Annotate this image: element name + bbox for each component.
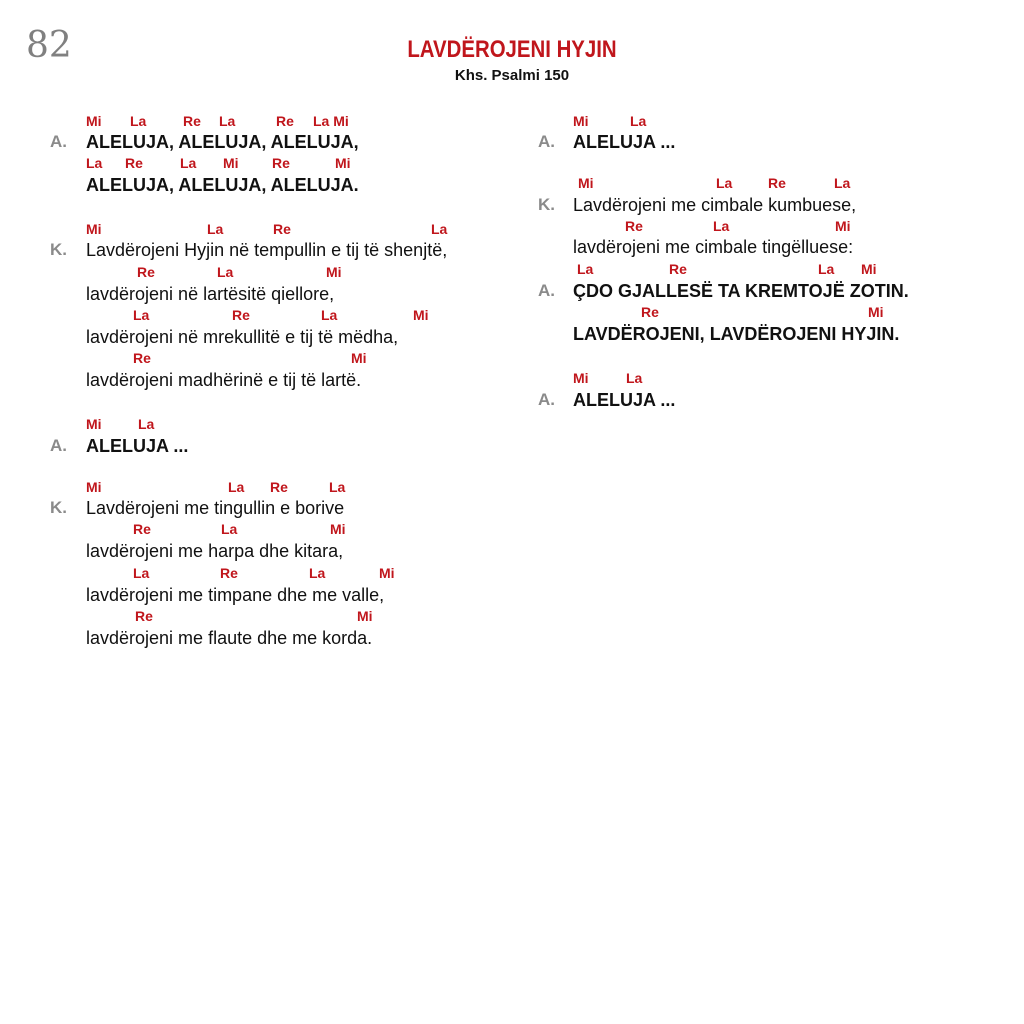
chord: Mi [223, 155, 239, 171]
chord: La [818, 261, 835, 277]
lyric-line: Lavdërojeni me cimbale kumbuese, [573, 195, 857, 215]
chord: La [180, 155, 197, 171]
chord: Mi [351, 350, 367, 366]
lyric-line: Lavdërojeni me tingullin e borive [86, 498, 345, 518]
lyric-line: LAVDËROJENI, LAVDËROJENI HYJIN. [573, 324, 900, 344]
chord: Re [133, 521, 151, 537]
lyric-line: lavdërojeni me flaute dhe me korda. [86, 628, 373, 648]
section-label-alleluia: A. [538, 390, 555, 409]
chord: Re [625, 218, 643, 234]
chord: La [219, 113, 236, 129]
lyric-line: ÇDO GJALLESË TA KREMTOJË ZOTIN. [573, 281, 909, 301]
section-label-alleluia: A. [538, 132, 555, 151]
lyric-line: lavdërojeni në mrekullitë e tij të mëdha, [86, 327, 399, 347]
chord: La [630, 113, 647, 129]
section-label-verse: K. [50, 498, 67, 517]
lyric-line: ALELUJA ... [573, 132, 676, 152]
chord: Re [232, 307, 250, 323]
chord: Mi [379, 565, 395, 581]
chord: La [133, 307, 150, 323]
page-subtitle: Khs. Psalmi 150 [454, 67, 570, 84]
chord: Mi [573, 370, 589, 386]
chord: Mi [86, 479, 102, 495]
lyric-line: lavdërojeni me timpane dhe me valle, [86, 585, 385, 605]
chord: Mi [868, 304, 884, 320]
page-number: 82 [26, 25, 72, 66]
chord: Mi [413, 307, 429, 323]
chord: Mi [835, 218, 851, 234]
lyric-line: ALELUJA, ALELUJA, ALELUJA. [86, 175, 359, 195]
chord: La [217, 264, 234, 280]
chord: Re [641, 304, 659, 320]
chord: La [130, 113, 147, 129]
chord: Re [135, 608, 153, 624]
lyric-line: ALELUJA, ALELUJA, ALELUJA, [86, 132, 359, 152]
chord: La [86, 155, 103, 171]
chord: La [228, 479, 245, 495]
lyric-line: lavdërojeni madhërinë e tij të lartë. [86, 370, 362, 390]
chord: Re [669, 261, 687, 277]
chord: Re [270, 479, 288, 495]
chord: La [133, 565, 150, 581]
section-label-alleluia: A. [50, 436, 67, 455]
chord: La [716, 175, 733, 191]
lyric-line: ALELUJA ... [86, 436, 189, 456]
chord: Mi [330, 521, 346, 537]
chord: Re [220, 565, 238, 581]
lyric-line: ALELUJA ... [573, 390, 676, 410]
chord: La [221, 521, 238, 537]
lyric-line: lavdërojeni në lartësitë qiellore, [86, 284, 335, 304]
chord: Re [276, 113, 294, 129]
chord: Mi [357, 608, 373, 624]
chord: La Mi [313, 113, 349, 129]
section-label-alleluia: A. [538, 281, 555, 300]
chord: Mi [578, 175, 594, 191]
chord: La [329, 479, 346, 495]
section-label-verse: K. [50, 240, 67, 259]
chord: Mi [573, 113, 589, 129]
section-label-verse: K. [538, 195, 555, 214]
chord: Mi [335, 155, 351, 171]
chord: Re [768, 175, 786, 191]
lyric-line: Lavdërojeni Hyjin në tempullin e tij të shenjtë, [86, 240, 448, 260]
chord: Mi [326, 264, 342, 280]
lyric-line: lavdërojeni me cimbale tingëlluese: [573, 237, 854, 257]
chord: Mi [86, 221, 102, 237]
chord: Mi [86, 416, 102, 432]
chord: Re [273, 221, 291, 237]
chord: La [626, 370, 643, 386]
lyric-line: lavdërojeni me harpa dhe kitara, [86, 541, 344, 561]
chord: Re [125, 155, 143, 171]
chord: Re [137, 264, 155, 280]
chord: Re [183, 113, 201, 129]
chord: Re [272, 155, 290, 171]
chord: La [207, 221, 224, 237]
chord: Mi [861, 261, 877, 277]
chord: La [321, 307, 338, 323]
chord: La [431, 221, 448, 237]
section-label-alleluia: A. [50, 132, 67, 151]
chord: La [577, 261, 594, 277]
chord: La [138, 416, 155, 432]
chord: La [309, 565, 326, 581]
chord: Re [133, 350, 151, 366]
chord: La [834, 175, 851, 191]
chord: Mi [86, 113, 102, 129]
page-title: LAVDËROJENI HYJIN [407, 36, 617, 63]
chord: La [713, 218, 730, 234]
